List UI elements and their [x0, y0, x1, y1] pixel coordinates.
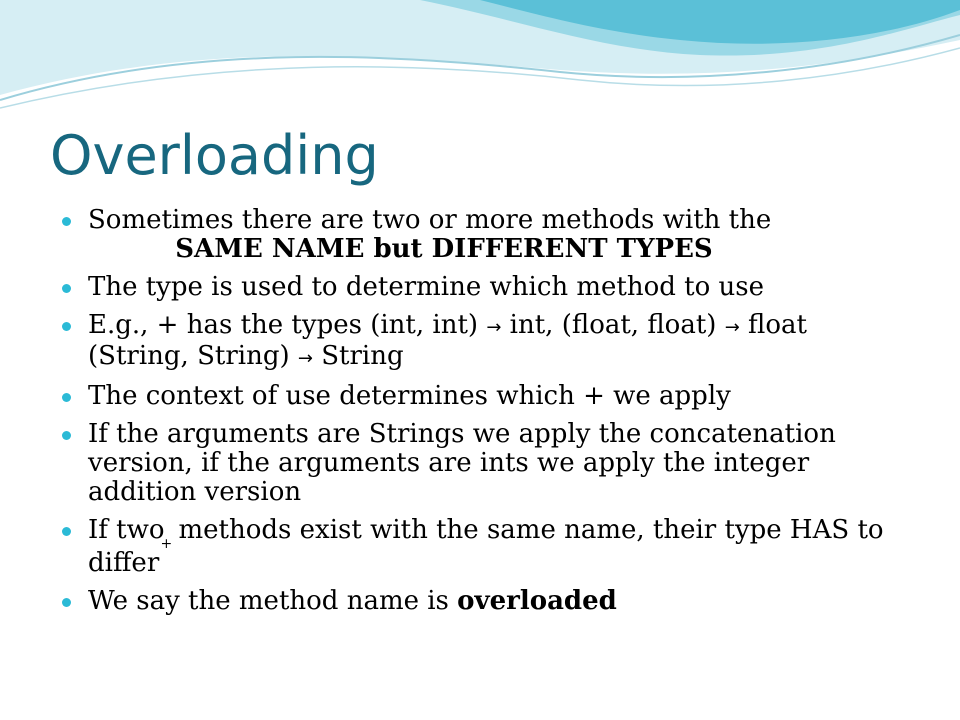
bullet-bold-text: overloaded: [457, 586, 617, 616]
bullet-text: methods exist with the same name, their type HAS to differ: [88, 515, 884, 578]
bullet-text: int, (float, float): [509, 310, 717, 340]
bullet-item: [0, 311, 888, 373]
bullet-dot-icon: [62, 393, 71, 402]
bullet-item: [0, 273, 888, 302]
subscript-plus: +: [160, 536, 173, 552]
bullet-text: Sometimes there are two or more methods with the: [88, 205, 772, 235]
bullet-text: We say the method name is: [88, 586, 449, 616]
bullet-dot-icon: [62, 322, 71, 331]
arrow-icon: →: [486, 317, 502, 338]
arrow-icon: →: [297, 348, 313, 369]
bullet-item: [0, 382, 888, 411]
bullet-dot-icon: [62, 527, 71, 536]
bullet-item: [0, 206, 888, 264]
bullet-dot-icon: [62, 431, 71, 440]
bullet-dot-icon: [62, 598, 71, 607]
bullet-text: The type is used to determine which method to use: [88, 272, 765, 302]
bullet-text: The context of use determines which + we apply: [88, 381, 731, 411]
bullet-text: float (String, String): [88, 310, 807, 371]
bullet-item: [0, 587, 888, 616]
bullet-item: [0, 420, 888, 507]
slide-title: Overloading: [50, 124, 379, 187]
bullet-dot-icon: [62, 284, 71, 293]
header-wave-decoration: [0, 0, 960, 130]
bullet-text: If two: [88, 515, 165, 545]
bullet-list: [0, 206, 960, 625]
bullet-dot-icon: [62, 217, 71, 226]
bullet-emphasis-line: SAME NAME but DIFFERENT TYPES: [175, 234, 713, 264]
arrow-icon: →: [724, 317, 740, 338]
bullet-text: E.g., + has the types (int, int): [88, 310, 479, 340]
bullet-item: [0, 516, 888, 578]
bullet-text: If the arguments are Strings we apply the concatenation version, if the arguments are ints we apply the integer addition version: [88, 419, 836, 507]
bullet-text: String: [321, 341, 404, 371]
